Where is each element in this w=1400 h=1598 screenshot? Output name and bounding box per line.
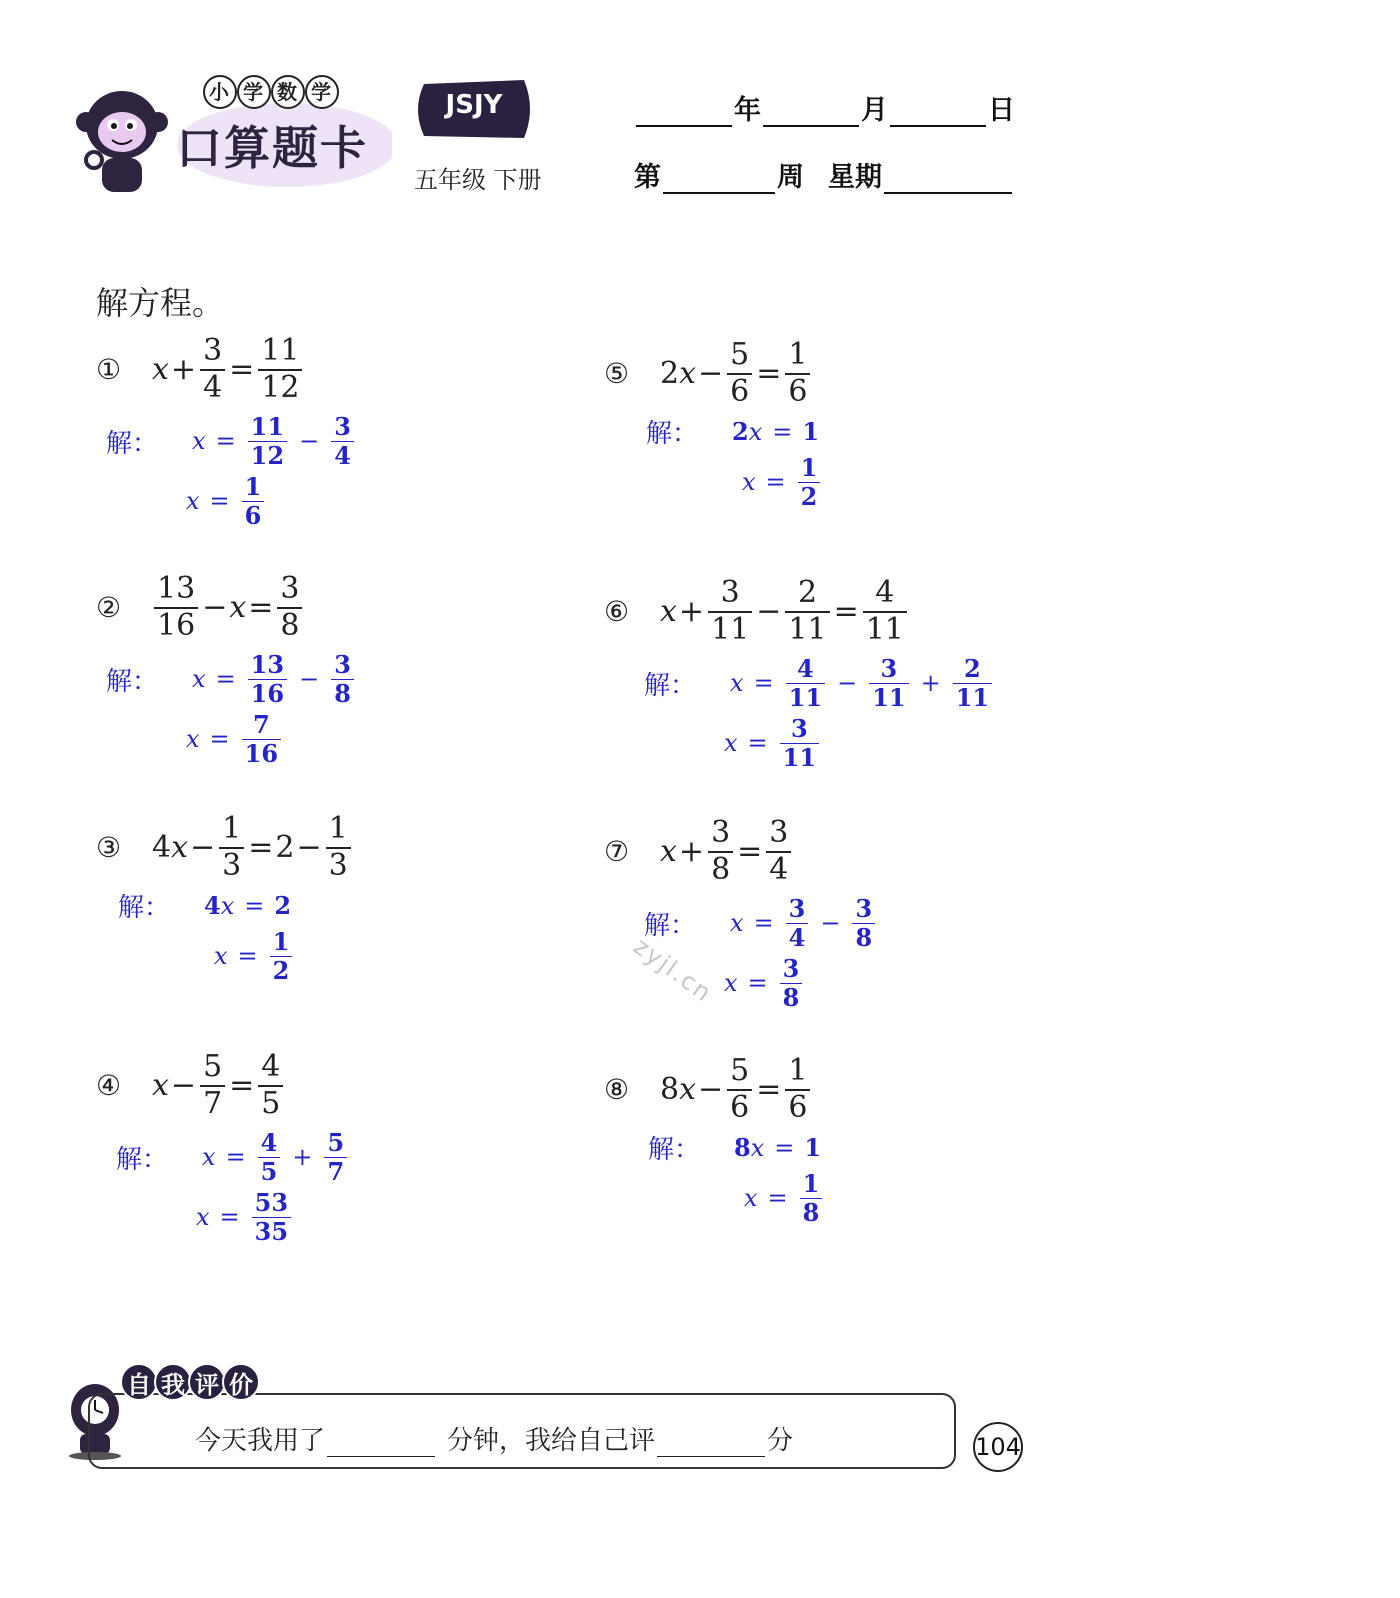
fraction: $\frac{3}{4}$	[786, 895, 809, 951]
solution-line: 解： x = $\frac{11}{12}$ − $\frac{3}{4}$	[106, 413, 356, 469]
footer-text-1: 今天我用了	[195, 1426, 326, 1456]
fraction: $\frac{1}{6}$	[785, 1054, 810, 1125]
weekday-label: 星期	[828, 162, 882, 193]
month-blank[interactable]	[763, 97, 859, 127]
fraction: $\frac{1}{3}$	[219, 812, 244, 883]
fraction: $\frac{1}{3}$	[326, 812, 351, 883]
problem-number: ①	[96, 353, 122, 386]
fraction: $\frac{1}{2}$	[270, 928, 293, 984]
fraction: $\frac{1}{8}$	[800, 1170, 823, 1226]
solution-line: x = $\frac{7}{16}$	[186, 711, 356, 767]
problem-6: ⑥ x + $\frac{3}{11}$ − $\frac{2}{11}$ = $\frac{4}{11}$ 解： x = $\frac{4}{11}$ − $\frac{3}{11}$ + $\frac{2}{11}$ x = $\frac{3}{11}$	[604, 576, 994, 771]
logo-char: 数	[277, 80, 297, 104]
weekday-blank[interactable]	[884, 164, 1012, 194]
fraction: $\frac{3}{4}$	[331, 413, 354, 469]
week-blank[interactable]	[663, 164, 775, 194]
problem-number: ⑤	[604, 357, 630, 390]
logo-top-text	[208, 76, 332, 105]
fraction: $\frac{1}{6}$	[242, 473, 265, 529]
problem-7: ⑦ x + $\frac{3}{8}$ = $\frac{3}{4}$ 解： x = $\frac{3}{4}$ − $\frac{3}{8}$ x = $\frac{3}{8}$	[604, 816, 877, 1011]
fraction: $\frac{4}{5}$	[258, 1050, 283, 1121]
footer-text-2: 分钟，我给自己评	[447, 1426, 656, 1456]
solution-label: 解：	[106, 428, 159, 459]
solution-line: x = $\frac{3}{8}$	[724, 955, 877, 1011]
logo-char: 学	[311, 80, 331, 104]
problem-1	[96, 334, 356, 529]
fraction: $\frac{2}{11}$	[953, 655, 992, 711]
solution-line: x = $\frac{1}{2}$	[214, 928, 353, 984]
fraction: $\frac{3}{8}$	[708, 816, 733, 887]
problem-number: ⑦	[604, 835, 630, 868]
op: =	[229, 352, 255, 387]
solution-line: x = $\frac{1}{6}$	[186, 473, 356, 529]
op: +	[170, 352, 197, 387]
fraction: $\frac{13}{16}$	[154, 572, 198, 643]
date-row	[634, 88, 1015, 127]
year-blank[interactable]	[636, 97, 732, 127]
problem-number: ⑥	[604, 595, 630, 628]
day-label: 日	[988, 95, 1015, 126]
fraction: $\frac{5}{6}$	[727, 1054, 752, 1125]
solution-line: 解： x = $\frac{4}{5}$ + $\frac{5}{7}$	[116, 1129, 349, 1185]
logo-char: 小	[209, 80, 229, 104]
logo-main-text: 口算题卡	[176, 121, 368, 175]
fraction: $\frac{5}{6}$	[727, 338, 752, 409]
week-label: 周	[777, 162, 804, 193]
problem-3: ③ 4 x − $\frac{1}{3}$ = 2 − $\frac{1}{3}$ 解： 4 x = 2 x = $\frac{1}{2}$	[96, 812, 353, 984]
fraction: $\frac{53}{35}$	[252, 1189, 291, 1245]
solution-line: x = $\frac{3}{11}$	[724, 715, 994, 771]
solution-line: 解： 4 x = 2	[118, 891, 292, 923]
fraction: $\frac{7}{16}$	[242, 711, 281, 767]
fraction: $\frac{11}{12}$	[248, 413, 287, 469]
footer-text-3: 分	[767, 1426, 794, 1456]
fraction: $\frac{4}{11}$	[863, 576, 907, 647]
month-label: 月	[861, 95, 888, 126]
monkey-mascot-icon	[76, 91, 168, 192]
problem-number: ②	[96, 591, 122, 624]
self-evaluation-text	[195, 1420, 793, 1457]
problem-number: ③	[96, 831, 122, 864]
fraction: $\frac{4}{5}$	[258, 1129, 281, 1185]
fraction: $\frac{3}{4}$	[200, 334, 225, 405]
week-prefix-label: 第	[634, 162, 661, 193]
solution-line: 解： 2 x = 1	[646, 417, 820, 449]
fraction: $\frac{3}{11}$	[869, 655, 908, 711]
fraction: $\frac{5}{7}$	[200, 1050, 225, 1121]
fraction: $\frac{3}{11}$	[708, 576, 752, 647]
fraction: $\frac{4}{11}$	[786, 655, 825, 711]
fraction: $\frac{3}{8}$	[780, 955, 803, 1011]
score-blank[interactable]	[657, 1429, 765, 1457]
grade-label: 五年级 下册	[414, 166, 542, 194]
solution-line: x = $\frac{1}{8}$	[744, 1170, 824, 1226]
fraction: $\frac{3}{8}$	[852, 895, 875, 951]
solution-line: 解： x = $\frac{13}{16}$ − $\frac{3}{8}$	[106, 651, 356, 707]
solution-line: x = $\frac{1}{2}$	[742, 454, 822, 510]
problem-number: ④	[96, 1069, 122, 1102]
fraction: $\frac{1}{6}$	[785, 338, 810, 409]
fraction: $\frac{2}{11}$	[785, 576, 829, 647]
problem-2: ② $\frac{13}{16}$ − x = $\frac{3}{8}$ 解： x = $\frac{13}{16}$ − $\frac{3}{8}$ x = $\frac{7}{16}$	[96, 572, 356, 767]
solution-line: x = $\frac{53}{35}$	[196, 1189, 349, 1245]
logo-char: 学	[243, 80, 263, 104]
solution-line: 解： x = $\frac{4}{11}$ − $\frac{3}{11}$ + $\frac{2}{11}$	[644, 655, 994, 711]
watermark: zyjl.cn	[628, 932, 718, 1008]
fraction: $\frac{5}{7}$	[324, 1129, 347, 1185]
problem-8: ⑧ 8 x − $\frac{5}{6}$ = $\frac{1}{6}$ 解： 8 x = 1 x = $\frac{1}{8}$	[604, 1054, 824, 1226]
self-evaluation-title: 自 我 评 价	[120, 1363, 256, 1401]
solution-line: 解： 8 x = 1	[648, 1133, 822, 1165]
fraction: $\frac{3}{11}$	[780, 715, 819, 771]
problem-4: ④ x − $\frac{5}{7}$ = $\frac{4}{5}$ 解： x = $\frac{4}{5}$ + $\frac{5}{7}$ x = $\frac{53}{35}$	[96, 1050, 349, 1245]
fraction: $\frac{11}{12}$	[258, 334, 302, 405]
page-number: 104	[973, 1422, 1023, 1472]
day-blank[interactable]	[890, 97, 986, 127]
fraction: $\frac{1}{2}$	[798, 454, 821, 510]
week-row	[634, 155, 1014, 194]
fraction: $\frac{3}{8}$	[277, 572, 302, 643]
brand-text: JSJY	[445, 90, 503, 120]
fraction: $\frac{13}{16}$	[248, 651, 287, 707]
fraction: $\frac{3}{4}$	[766, 816, 791, 887]
year-label: 年	[734, 95, 761, 126]
solution-line: 解： x = $\frac{3}{4}$ − $\frac{3}{8}$	[644, 895, 877, 951]
problem-number: ⑧	[604, 1073, 630, 1106]
instruction: 解方程。	[96, 284, 225, 322]
var-x: x	[152, 352, 169, 387]
fraction: $\frac{3}{8}$	[331, 651, 354, 707]
problem-5: ⑤ 2 x − $\frac{5}{6}$ = $\frac{1}{6}$ 解： 2 x = 1 x = $\frac{1}{2}$	[604, 338, 822, 510]
minutes-blank[interactable]	[327, 1429, 435, 1457]
